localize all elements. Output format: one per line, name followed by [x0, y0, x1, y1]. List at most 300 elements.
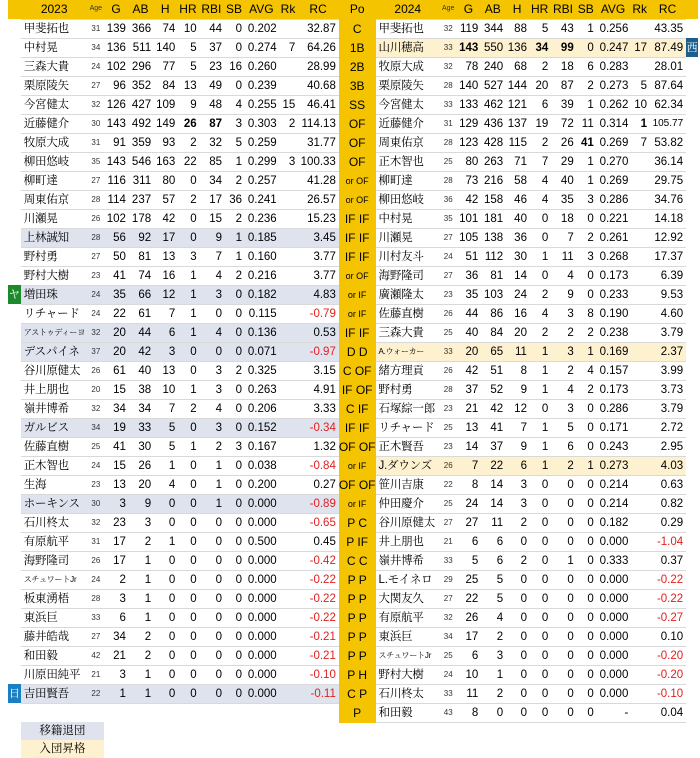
cell-2023-age: 24: [88, 304, 104, 323]
cell-2023-ab: 40: [128, 361, 153, 380]
cell-2024-ab: 5: [480, 589, 505, 608]
cell-2023-rc: -0.22: [297, 570, 339, 589]
cell-2024-ab: 2: [480, 627, 505, 646]
cell-2024-rbi: 2: [550, 361, 575, 380]
cell-2023-sb: 3: [224, 114, 244, 133]
position-cell: IF IF: [339, 418, 376, 437]
cell-2023-g: 17: [104, 551, 128, 570]
table-row: [8, 228, 698, 247]
cell-2023-hr: 1: [177, 380, 198, 399]
table-row: [8, 19, 698, 38]
cell-2024-avg: 0.314: [596, 114, 631, 133]
cell-2023-rbi: [199, 703, 224, 722]
cell-2024-age: 32: [440, 57, 456, 76]
cell-2024-rk: [630, 475, 649, 494]
cell-2024-g: 133: [456, 95, 480, 114]
cell-2024-avg: 0.000: [596, 532, 631, 551]
cell-2023-ab: 296: [128, 57, 153, 76]
cell-2023-rk: 3: [279, 152, 298, 171]
cell-2023-hr: 22: [177, 152, 198, 171]
cell-2024-avg: -: [596, 703, 631, 722]
cell-2023-avg: 0.500: [244, 532, 279, 551]
position-cell: 2B: [339, 57, 376, 76]
cell-2023-g: 116: [104, 171, 128, 190]
team-tag: [686, 247, 698, 266]
cell-2024-avg: 0.286: [596, 190, 631, 209]
cell-2024-hr: 6: [529, 95, 550, 114]
cell-2024-rk: [630, 646, 649, 665]
cell-2024-ab: 263: [480, 152, 505, 171]
cell-2024-ab: 14: [480, 494, 505, 513]
cell-2023-avg: 0.274: [244, 38, 279, 57]
cell-2024-sb: 0: [576, 437, 596, 456]
cell-2023-ab: 2: [128, 646, 153, 665]
cell-2023-rc: -0.97: [297, 342, 339, 361]
position-cell: C IF: [339, 399, 376, 418]
cell-2023-age: 37: [88, 342, 104, 361]
cell-2024-rc: 87.64: [649, 76, 686, 95]
cell-2023-rk: [279, 494, 298, 513]
cell-2023-age: 24: [88, 570, 104, 589]
cell-2024-h: 46: [505, 190, 529, 209]
cell-2023-name: 柳町達: [21, 171, 88, 190]
cell-2024-h: 24: [505, 285, 529, 304]
cell-2024-ab: 344: [480, 19, 505, 38]
table-row: [8, 95, 698, 114]
cell-2023-rk: [279, 551, 298, 570]
position-cell: SS: [339, 95, 376, 114]
cell-2023-rc: 1.32: [297, 437, 339, 456]
position-cell: P C: [339, 513, 376, 532]
cell-2023-ab: 30: [128, 437, 153, 456]
cell-2023-sb: 36: [224, 190, 244, 209]
cell-2024-g: 105: [456, 228, 480, 247]
cell-2024-rbi: 0: [550, 608, 575, 627]
cell-2023-hr: 0: [177, 608, 198, 627]
cell-2023-avg: 0.206: [244, 399, 279, 418]
position-cell: OF OF: [339, 437, 376, 456]
position-cell: or OF: [339, 190, 376, 209]
cell-2024-sb: 0: [576, 684, 596, 703]
cell-2023-ab: 9: [128, 494, 153, 513]
cell-2023-name: 川瀬晃: [21, 209, 88, 228]
cell-2023-avg: 0.115: [244, 304, 279, 323]
cell-2024-sb: 1: [576, 95, 596, 114]
cell-2023-rbi: 1: [199, 456, 224, 475]
cell-2024-rk: [630, 152, 649, 171]
cell-2023-avg: 0.071: [244, 342, 279, 361]
table-row: [8, 418, 698, 437]
cell-2023-rbi: 7: [199, 247, 224, 266]
position-cell: OF OF: [339, 475, 376, 494]
cell-2023-avg: 0.263: [244, 380, 279, 399]
cell-2024-hr: 0: [529, 608, 550, 627]
cell-2024-hr: 5: [529, 19, 550, 38]
cell-2023-rbi: 4: [199, 266, 224, 285]
cell-2023-h: 93: [153, 133, 177, 152]
cell-2023-avg: 0.299: [244, 152, 279, 171]
position-cell: or IF: [339, 304, 376, 323]
position-cell: P P: [339, 589, 376, 608]
cell-2023-avg: 0.236: [244, 209, 279, 228]
cell-2023-rc: 31.77: [297, 133, 339, 152]
team-tag: [686, 437, 698, 456]
cell-2024-g: 21: [456, 399, 480, 418]
cell-2024-avg: 0.000: [596, 665, 631, 684]
cell-2023-rbi: 4: [199, 323, 224, 342]
cell-2024-avg: 0.273: [596, 456, 631, 475]
cell-2023-age: 24: [88, 57, 104, 76]
cell-2023-g: 19: [104, 418, 128, 437]
cell-2023-name: 川原田純平: [21, 665, 88, 684]
cell-2023-age: 30: [88, 114, 104, 133]
cell-2024-sb: 4: [576, 361, 596, 380]
cell-2023-g: 23: [104, 513, 128, 532]
cell-2024-hr: 2: [529, 323, 550, 342]
cell-2023-rbi: 37: [199, 38, 224, 57]
cell-2024-h: 3: [505, 494, 529, 513]
cell-2024-age: 21: [440, 532, 456, 551]
cell-2023-age: 21: [88, 665, 104, 684]
cell-2024-g: 140: [456, 76, 480, 95]
cell-2024-ab: 527: [480, 76, 505, 95]
cell-2023-ab: 26: [128, 456, 153, 475]
cell-2023-avg: 0.167: [244, 437, 279, 456]
team-tag: [686, 532, 698, 551]
cell-2023-ab: 1: [128, 551, 153, 570]
cell-2023-ab: 492: [128, 114, 153, 133]
cell-2024-g: 51: [456, 247, 480, 266]
cell-2024-rk: 1: [630, 114, 649, 133]
team-tag: [8, 589, 21, 608]
cell-2023-rk: [279, 532, 298, 551]
cell-2023-rc: 46.41: [297, 95, 339, 114]
cell-2024-name: スチュワートJr: [376, 646, 440, 665]
cell-2023-rc: 100.33: [297, 152, 339, 171]
cell-2024-avg: 0.000: [596, 589, 631, 608]
cell-2024-ab: 6: [480, 532, 505, 551]
cell-2023-sb: 0: [224, 475, 244, 494]
cell-2024-h: 0: [505, 703, 529, 722]
cell-2023-g: 2: [104, 570, 128, 589]
cell-2023-hr: 0: [177, 456, 198, 475]
cell-2024-h: 0: [505, 665, 529, 684]
stats-comparison: [8, 0, 698, 758]
cell-2024-name: 大関友久: [376, 589, 440, 608]
cell-2024-sb: 1: [576, 456, 596, 475]
team-tag: [686, 589, 698, 608]
cell-2024-rbi: 9: [550, 285, 575, 304]
cell-2024-name: 柳町達: [376, 171, 440, 190]
team-tag: [8, 418, 21, 437]
cell-2023-name: 板東湧梧: [21, 589, 88, 608]
cell-2023-avg: 0.216: [244, 266, 279, 285]
team-tag: [686, 703, 698, 722]
cell-2023-g: 20: [104, 342, 128, 361]
cell-2024-name: 川瀬晃: [376, 228, 440, 247]
cell-2023-rk: [279, 684, 298, 703]
cell-2024-hr: 0: [529, 684, 550, 703]
cell-2024-name: 笹川吉康: [376, 475, 440, 494]
cell-2024-hr: 0: [529, 494, 550, 513]
cell-2023-name: 上林誠知: [21, 228, 88, 247]
team-tag: [686, 266, 698, 285]
cell-2023-name: 谷川原健太: [21, 361, 88, 380]
cell-2023-age: 32: [88, 513, 104, 532]
team-tag: [686, 190, 698, 209]
cell-2023-rk: 15: [279, 95, 298, 114]
cell-2024-name: 緒方理貢: [376, 361, 440, 380]
team-tag: 西: [686, 38, 698, 57]
cell-2023-ab: 311: [128, 171, 153, 190]
cell-2023-avg: 0.000: [244, 494, 279, 513]
cell-2024-hr: 2: [529, 285, 550, 304]
cell-2023-rbi: 49: [199, 76, 224, 95]
cell-2024-avg: 0.270: [596, 152, 631, 171]
cell-2023-avg: 0.202: [244, 19, 279, 38]
cell-2023-rbi: 34: [199, 171, 224, 190]
cell-2023-hr: 0: [177, 627, 198, 646]
table-row: [8, 532, 698, 551]
cell-2023-sb: 0: [224, 551, 244, 570]
position-cell: P P: [339, 570, 376, 589]
cell-2024-sb: 0: [576, 532, 596, 551]
position-cell: P P: [339, 627, 376, 646]
cell-2023-rk: [279, 513, 298, 532]
cell-2023-g: 61: [104, 361, 128, 380]
team-tag: [8, 19, 21, 38]
cell-2024-name: 正木賢吾: [376, 437, 440, 456]
cell-2024-rbi: 6: [550, 437, 575, 456]
cell-2024-age: 28: [440, 133, 456, 152]
cell-2024-name: 佐藤直樹: [376, 304, 440, 323]
team-tag: [8, 76, 21, 95]
cell-2024-avg: 0.171: [596, 418, 631, 437]
team-tag: [686, 570, 698, 589]
header-rk: Rk: [279, 0, 298, 19]
cell-2024-name: 川村友斗: [376, 247, 440, 266]
cell-2023-ab: 427: [128, 95, 153, 114]
cell-2024-ab: 3: [480, 646, 505, 665]
cell-2023-sb: 0: [224, 380, 244, 399]
cell-2024-name: 井上朋也: [376, 532, 440, 551]
cell-2023-sb: 2: [224, 266, 244, 285]
cell-2023-age: [88, 703, 104, 722]
cell-2023-sb: 2: [224, 171, 244, 190]
cell-2023-h: 1: [153, 532, 177, 551]
cell-2024-name: 野村勇: [376, 380, 440, 399]
cell-2024-rbi: 0: [550, 684, 575, 703]
cell-2024-name: 甲斐拓也: [376, 19, 440, 38]
cell-2023-age: 28: [88, 190, 104, 209]
cell-2023-rc: -0.11: [297, 684, 339, 703]
table-header: [8, 0, 698, 19]
cell-2024-g: 73: [456, 171, 480, 190]
cell-2024-age: 33: [440, 342, 456, 361]
team-tag: [8, 513, 21, 532]
cell-2023-sb: 0: [224, 494, 244, 513]
cell-2024-rbi: 5: [550, 418, 575, 437]
cell-2024-rbi: 87: [550, 76, 575, 95]
header-g: G: [104, 0, 128, 19]
cell-2023-avg: 0.000: [244, 665, 279, 684]
cell-2023-h: 12: [153, 285, 177, 304]
cell-2024-name: 野村大樹: [376, 665, 440, 684]
cell-2023-rbi: 3: [199, 361, 224, 380]
cell-2023-g: 20: [104, 323, 128, 342]
cell-2024-ab: 436: [480, 114, 505, 133]
cell-2024-g: 8: [456, 703, 480, 722]
cell-2024-avg: 0.182: [596, 513, 631, 532]
cell-2024-avg: 0.238: [596, 323, 631, 342]
cell-2024-age: 25: [440, 418, 456, 437]
table-row: [8, 38, 698, 57]
cell-2023-hr: 1: [177, 437, 198, 456]
cell-2023-sb: 0: [224, 532, 244, 551]
cell-2023-rk: [279, 76, 298, 95]
cell-2023-sb: 0: [224, 76, 244, 95]
table-row: [8, 475, 698, 494]
team-tag: [686, 323, 698, 342]
cell-2024-avg: 0.283: [596, 57, 631, 76]
cell-2024-h: 9: [505, 437, 529, 456]
team-tag: [8, 266, 21, 285]
cell-2024-rbi: 0: [550, 570, 575, 589]
cell-2024-sb: 1: [576, 152, 596, 171]
cell-2023-rbi: 0: [199, 589, 224, 608]
cell-2024-hr: 7: [529, 152, 550, 171]
cell-2024-age: 25: [440, 494, 456, 513]
cell-2024-rk: [630, 19, 649, 38]
cell-2024-avg: 0.157: [596, 361, 631, 380]
cell-2024-ab: 2: [480, 684, 505, 703]
cell-2024-name: 和田毅: [376, 703, 440, 722]
table-row: [8, 114, 698, 133]
cell-2023-name: 正木智也: [21, 456, 88, 475]
cell-2024-sb: 0: [576, 494, 596, 513]
cell-2023-hr: 1: [177, 304, 198, 323]
cell-2023-sb: 0: [224, 608, 244, 627]
header-sb: SB: [224, 0, 244, 19]
cell-2023-rbi: 0: [199, 665, 224, 684]
cell-2024-rbi: 1: [550, 551, 575, 570]
position-cell: or IF: [339, 285, 376, 304]
cell-2023-sb: 0: [224, 38, 244, 57]
cell-2023-rc: -0.21: [297, 646, 339, 665]
cell-2024-age: 25: [440, 646, 456, 665]
cell-2024-ab: 4: [480, 608, 505, 627]
cell-2024-age: 28: [440, 171, 456, 190]
cell-2023-name: 柳田悠岐: [21, 152, 88, 171]
cell-2023-sb: 16: [224, 57, 244, 76]
cell-2023-g: 139: [104, 19, 128, 38]
cell-2023-hr: 0: [177, 228, 198, 247]
header-rc: RC: [297, 0, 339, 19]
position-cell: IF OF: [339, 380, 376, 399]
cell-2024-rbi: 4: [550, 266, 575, 285]
cell-2023-g: 126: [104, 95, 128, 114]
cell-2024-g: 101: [456, 209, 480, 228]
cell-2023-h: 0: [153, 551, 177, 570]
cell-2023-name: 生海: [21, 475, 88, 494]
cell-2024-rc: 0.29: [649, 513, 686, 532]
cell-2024-hr: 0: [529, 627, 550, 646]
cell-2023-hr: 0: [177, 665, 198, 684]
cell-2024-avg: 0.269: [596, 171, 631, 190]
cell-2024-avg: 0.286: [596, 399, 631, 418]
cell-2024-rc: 3.79: [649, 399, 686, 418]
cell-2024-age: 43: [440, 703, 456, 722]
team-tag: [686, 114, 698, 133]
cell-2024-age: 34: [440, 627, 456, 646]
cell-2024-sb: 0: [576, 285, 596, 304]
cell-2024-rbi: 3: [550, 399, 575, 418]
cell-2023-avg: 0.182: [244, 285, 279, 304]
cell-2024-rk: [630, 627, 649, 646]
cell-2023-name: 甲斐拓也: [21, 19, 88, 38]
team-tag: [686, 513, 698, 532]
cell-2023-age: 42: [88, 646, 104, 665]
cell-2024-h: 144: [505, 76, 529, 95]
cell-2023-rbi: 3: [199, 380, 224, 399]
cell-2023-h: 140: [153, 38, 177, 57]
cell-2024-age: 33: [440, 551, 456, 570]
cell-2024-g: 36: [456, 266, 480, 285]
cell-2023-sb: 2: [224, 209, 244, 228]
team-tag: [686, 665, 698, 684]
team-tag: [8, 57, 21, 76]
cell-2024-hr: 0: [529, 532, 550, 551]
position-cell: C OF: [339, 361, 376, 380]
cell-2024-rk: 5: [630, 76, 649, 95]
team-tag: [686, 646, 698, 665]
cell-2023-rk: [279, 228, 298, 247]
cell-2023-h: 84: [153, 76, 177, 95]
cell-2024-rc: 14.18: [649, 209, 686, 228]
cell-2023-sb: 0: [224, 418, 244, 437]
cell-2023-rk: [279, 399, 298, 418]
cell-2023-name: 有原航平: [21, 532, 88, 551]
cell-2024-hr: 0: [529, 209, 550, 228]
cell-2023-rc: 4.83: [297, 285, 339, 304]
cell-2023-name: 今宮健太: [21, 95, 88, 114]
cell-2024-rbi: 29: [550, 152, 575, 171]
cell-2024-g: 40: [456, 323, 480, 342]
cell-2024-avg: 0.000: [596, 627, 631, 646]
cell-2024-h: 8: [505, 361, 529, 380]
cell-2023-age: 26: [88, 551, 104, 570]
cell-2024-rk: [630, 247, 649, 266]
cell-2023-age: 31: [88, 133, 104, 152]
cell-2023-sb: 0: [224, 323, 244, 342]
cell-2024-rbi: 11: [550, 247, 575, 266]
cell-2024-rk: [630, 304, 649, 323]
cell-2023-rk: [279, 418, 298, 437]
legend-transferred: 移籍退団: [21, 722, 104, 740]
cell-2024-rc: 105.77: [649, 114, 686, 133]
cell-2024-g: 42: [456, 361, 480, 380]
cell-2023-ab: 3: [128, 513, 153, 532]
cell-2024-age: 28: [440, 380, 456, 399]
cell-2023-ab: 178: [128, 209, 153, 228]
cell-2023-age: 22: [88, 684, 104, 703]
cell-2024-sb: 3: [576, 247, 596, 266]
cell-2024-ab: 51: [480, 361, 505, 380]
cell-2024-avg: 0.173: [596, 380, 631, 399]
cell-2024-rc: 62.34: [649, 95, 686, 114]
table-row: [8, 266, 698, 285]
cell-2023-avg: 0.152: [244, 418, 279, 437]
